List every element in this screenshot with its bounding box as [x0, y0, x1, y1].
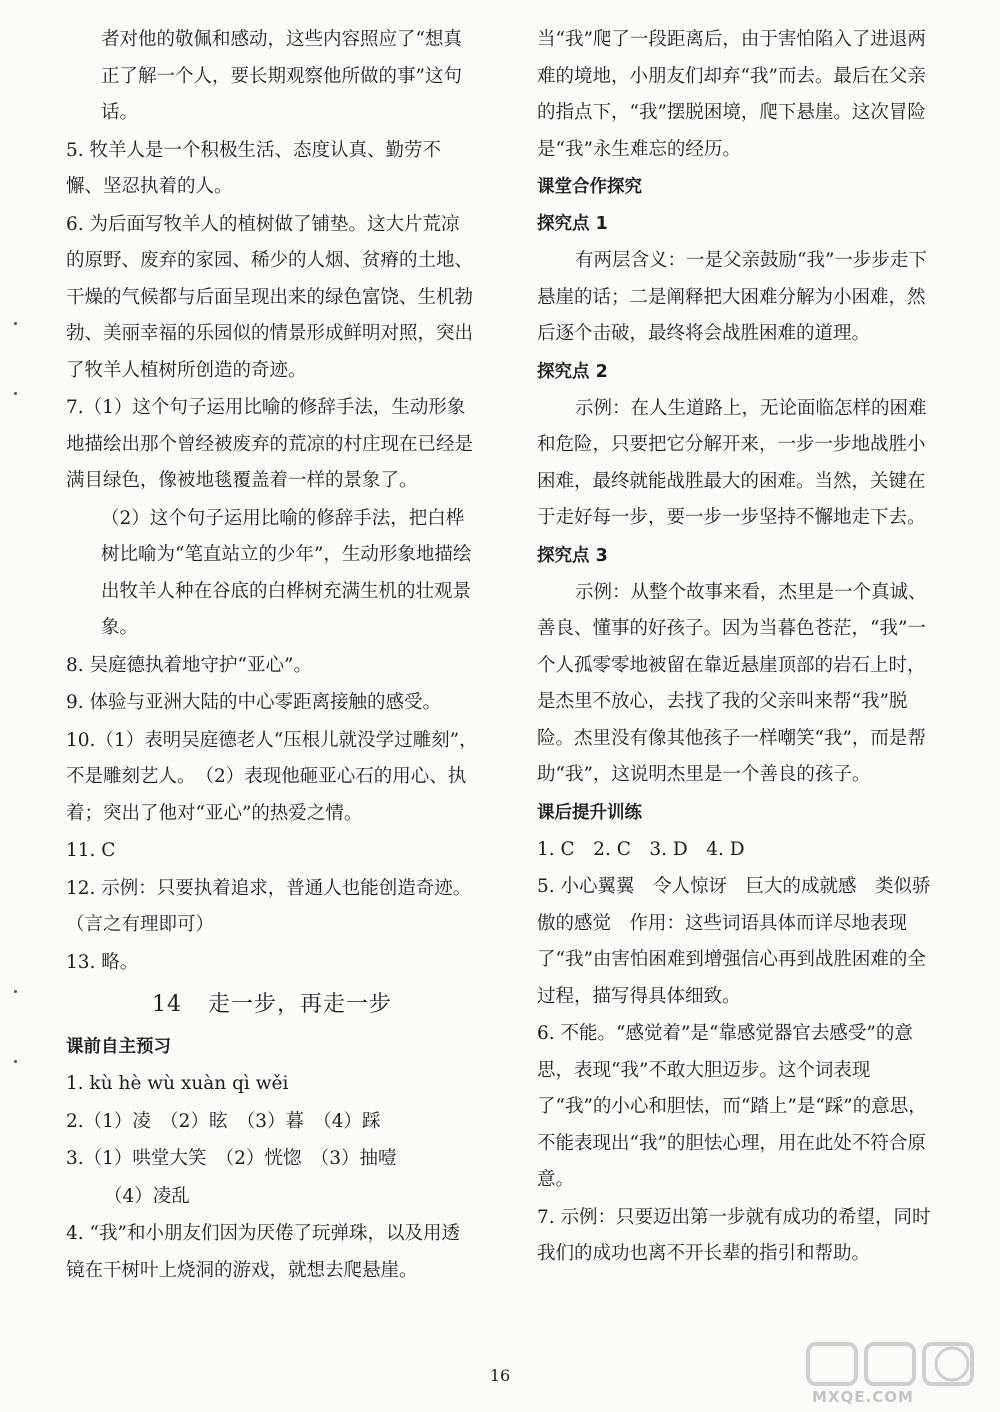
preview-3: 3.（1）哄堂大笑 （2）恍惚 （3）抽噎 [66, 1148, 397, 1169]
explore-point-3-text: 示例：从整个故事来看，杰里是一个真诚、善良、懂事的好孩子。因为当暮色苍茫，“我”一个人孤零零地被留在靠近悬崖顶部的岩石上时，是杰里不放心，去找了我的父亲叫来帮“我”脱险。杰里没有像其他孩子一样嘲笑“我”，而是帮助“我”，这说明杰里是一个善良的孩子。 [537, 581, 927, 785]
left-column [66, 22, 478, 1290]
answer-8: 8. 吴庭德执着地守护“亚心”。 [66, 654, 312, 676]
answer-7-1: 7.（1）这个句子运用比喻的修辞手法，生动形象地描绘出那个曾经被废弃的荒凉的村庄现在已经是满目绿色，像被地毯覆盖着一样的景象了。 [66, 397, 474, 491]
scan-dot [14, 990, 17, 993]
preview-3-4: （4）凌乱 [104, 1185, 190, 1207]
practice-7: 7. 示例：只要迈出第一步就有成功的希望，同时我们的成功也离不开长辈的指引和帮助。 [537, 1206, 931, 1264]
section-heading: 课堂合作探究 [537, 177, 642, 197]
right-column [537, 22, 939, 1274]
section-heading: 课后提升训练 [537, 802, 642, 823]
explore-point-heading: 探究点 3 [537, 545, 608, 566]
lesson-number: 14 [151, 992, 182, 1017]
practice-5: 5. 小心翼翼 令人惊讶 巨大的成就感 类似骄傲的感觉 作用：这些词语具体而详尽地表现了“我”由害怕困难到增强信心再到战胜困难的全过程，描写得具体细致。 [537, 876, 931, 1007]
preview-4: 4. “我”和小朋友们因为厌倦了玩弹珠，以及用透镜在干树叶上烧洞的游戏，就想去爬悬崖。 [66, 1223, 460, 1281]
answer-12: 12. 示例：只要执着追求，普通人也能创造奇迹。（言之有理即可） [66, 877, 472, 935]
explore-point-2-text: 示例：在人生道路上，无论面临怎样的困难和危险，只要把它分解开来，一步一步地战胜小困难，最终就能战胜最大的困难。当然，关键在于走好每一步，要一步一步坚持不懈地走下去。 [537, 397, 927, 528]
practice-6: 6. 不能。“感觉着”是“靠感觉器官去感受”的意思，表现“我”不敢大胆迈步。这个词表现了“我”的小心和胆怯，而“踏上”是“踩”的意思，不能表现出“我”的胆怯心理，用在此处不符合原意。 [537, 1023, 927, 1190]
watermark-text: MXQE.COM [812, 1388, 914, 1406]
section-heading: 课前自主预习 [66, 1037, 171, 1057]
answer-5: 5. 牧羊人是一个积极生活、态度认真、勤劳不懈、坚忍执着的人。 [66, 139, 442, 197]
explore-point-heading: 探究点 1 [537, 214, 608, 234]
answer-11: 11. C [66, 840, 116, 861]
preview-2: 2.（1）凌 （2）眩 （3）暮 （4）踩 [66, 1110, 381, 1132]
answer-10: 10.（1）表明吴庭德老人“压根儿就没学过雕刻”，不是雕刻艺人。 （2）表现他砸亚心石的用心、执着；突出了他对“亚心”的热爱之情。 [66, 729, 478, 824]
scan-dot [14, 392, 17, 395]
answer-9: 9. 体验与亚洲大陆的中心零距离接触的感受。 [66, 692, 442, 713]
explore-point-1-text: 有两层含义：一是父亲鼓励“我”一步步走下悬崖的话；二是阐释把大困难分解为小困难，然后逐个击破，最终将会战胜困难的道理。 [537, 250, 927, 344]
lesson-title [66, 983, 478, 1027]
lesson-name: 走一步，再走一步 [207, 992, 392, 1017]
answer-7-2: （2）这个句子运用比喻的修辞手法，把白桦树比喻为“笔直站立的少年”，生动形象地描绘出牧羊人种在谷底的白桦树充满生机的壮观景象。 [101, 507, 472, 638]
answer-6: 6. 为后面写牧羊人的植树做了铺垫。这大片荒凉的原野、废弃的家园、稀少的人烟、贫瘠的土地、干燥的气候都与后面呈现出来的绿色富饶、生机勃勃、美丽幸福的乐园似的情景形成鲜明对照，突出了牧羊人植树所创造的奇迹。 [66, 213, 474, 381]
explore-point-heading: 探究点 2 [537, 361, 608, 382]
scan-dot [14, 1060, 17, 1063]
preview-1: 1. kù hè wù xuàn qì wěi [66, 1073, 289, 1094]
answer-13: 13. 略。 [66, 951, 139, 973]
answer-paragraph: 者对他的敬佩和感动，这些内容照应了“想真正了解一个人，要长期观察他所做的事”这句话。 [101, 29, 462, 123]
preview-4-cont: 当“我”爬了一段距离后，由于害怕陷入了进退两难的境地，小朋友们却弃“我”而去。最后在父亲的指点下，“我”摆脱困境，爬下悬崖。这次冒险是“我”永生难忘的经历。 [537, 29, 926, 160]
practice-1-4: 1. C 2. C 3. D 4. D [537, 838, 745, 860]
scan-dot [14, 322, 17, 325]
page-number: 16 [489, 1366, 511, 1385]
